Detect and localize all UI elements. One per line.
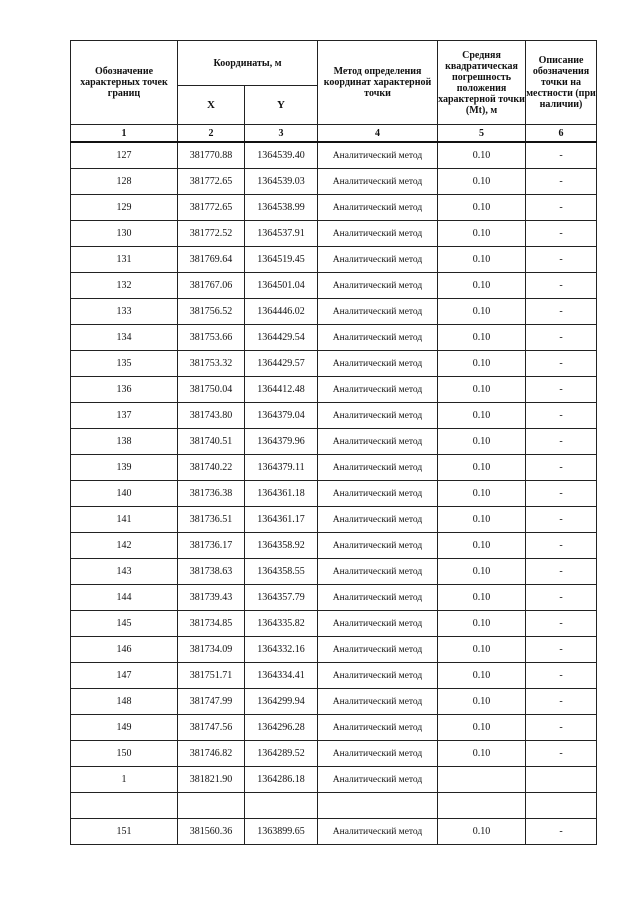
error-cell: 0.10	[438, 455, 526, 481]
method-cell: Аналитический метод	[318, 351, 438, 377]
table-row	[71, 325, 597, 351]
point-cell: 139	[71, 455, 178, 481]
y-cell: 1364446.02	[245, 299, 318, 325]
method-cell: Аналитический метод	[318, 585, 438, 611]
error-cell: 0.10	[438, 273, 526, 299]
x-cell: 381747.99	[178, 689, 245, 715]
x-cell: 381772.52	[178, 221, 245, 247]
method-cell: Аналитический метод	[318, 299, 438, 325]
description-cell: -	[526, 169, 597, 195]
y-cell: 1364299.94	[245, 689, 318, 715]
method-cell: Аналитический метод	[318, 403, 438, 429]
method-cell: Аналитический метод	[318, 221, 438, 247]
table-row	[71, 377, 597, 403]
col-number: 4	[318, 125, 438, 143]
x-cell: 381739.43	[178, 585, 245, 611]
col-number: 5	[438, 125, 526, 143]
method-cell: Аналитический метод	[318, 715, 438, 741]
table-row	[71, 195, 597, 221]
col-number: 1	[71, 125, 178, 143]
y-cell: 1364332.16	[245, 637, 318, 663]
error-cell: 0.10	[438, 533, 526, 559]
description-cell: -	[526, 611, 597, 637]
error-cell: 0.10	[438, 247, 526, 273]
error-cell: 0.10	[438, 403, 526, 429]
x-cell: 381736.17	[178, 533, 245, 559]
table-row	[71, 637, 597, 663]
point-cell: 1	[71, 767, 178, 793]
method-cell: Аналитический метод	[318, 559, 438, 585]
description-cell: -	[526, 507, 597, 533]
table-row	[71, 273, 597, 299]
error-cell: 0.10	[438, 325, 526, 351]
point-cell: 150	[71, 741, 178, 767]
table-row	[71, 585, 597, 611]
point-cell	[71, 793, 178, 819]
method-cell: Аналитический метод	[318, 169, 438, 195]
y-cell: 1364289.52	[245, 741, 318, 767]
col-number: 3	[245, 125, 318, 143]
description-cell: -	[526, 533, 597, 559]
point-cell: 144	[71, 585, 178, 611]
error-cell: 0.10	[438, 611, 526, 637]
point-cell: 145	[71, 611, 178, 637]
description-cell: -	[526, 377, 597, 403]
description-cell: -	[526, 195, 597, 221]
point-cell: 137	[71, 403, 178, 429]
error-cell: 0.10	[438, 142, 526, 169]
method-cell: Аналитический метод	[318, 377, 438, 403]
point-cell: 132	[71, 273, 178, 299]
x-cell: 381736.38	[178, 481, 245, 507]
description-cell: -	[526, 247, 597, 273]
header-error: Средняя квадратическая погрешность положения характерной точки (Mt), м	[438, 41, 526, 125]
point-cell: 146	[71, 637, 178, 663]
x-cell: 381738.63	[178, 559, 245, 585]
header-coordinates: Координаты, м	[178, 41, 318, 86]
x-cell: 381772.65	[178, 169, 245, 195]
point-cell: 148	[71, 689, 178, 715]
point-cell: 135	[71, 351, 178, 377]
y-cell: 1364539.03	[245, 169, 318, 195]
coordinates-table	[70, 40, 597, 845]
point-cell: 147	[71, 663, 178, 689]
method-cell: Аналитический метод	[318, 195, 438, 221]
error-cell: 0.10	[438, 377, 526, 403]
error-cell: 0.10	[438, 741, 526, 767]
header-description: Описание обозначения точки на местности (при наличии)	[526, 41, 597, 125]
table-row	[71, 793, 597, 819]
error-cell: 0.10	[438, 715, 526, 741]
table-row	[71, 689, 597, 715]
y-cell: 1364429.57	[245, 351, 318, 377]
method-cell: Аналитический метод	[318, 247, 438, 273]
y-cell: 1364379.11	[245, 455, 318, 481]
x-cell: 381756.52	[178, 299, 245, 325]
table-row	[71, 247, 597, 273]
description-cell: -	[526, 637, 597, 663]
description-cell: -	[526, 403, 597, 429]
x-cell: 381740.22	[178, 455, 245, 481]
method-cell: Аналитический метод	[318, 637, 438, 663]
method-cell: Аналитический метод	[318, 689, 438, 715]
y-cell: 1364538.99	[245, 195, 318, 221]
error-cell: 0.10	[438, 585, 526, 611]
x-cell: 381747.56	[178, 715, 245, 741]
description-cell: -	[526, 455, 597, 481]
description-cell: -	[526, 481, 597, 507]
header-method: Метод определения координат характерной точки	[318, 41, 438, 125]
method-cell	[318, 793, 438, 819]
error-cell: 0.10	[438, 169, 526, 195]
header-point: Обозначение характерных точек границ	[71, 41, 178, 125]
y-cell: 1364412.48	[245, 377, 318, 403]
y-cell: 1364379.04	[245, 403, 318, 429]
table-row	[71, 142, 597, 169]
y-cell: 1364537.91	[245, 221, 318, 247]
y-cell: 1364501.04	[245, 273, 318, 299]
x-cell: 381736.51	[178, 507, 245, 533]
method-cell: Аналитический метод	[318, 819, 438, 845]
description-cell: -	[526, 221, 597, 247]
description-cell	[526, 793, 597, 819]
table-row	[71, 351, 597, 377]
x-cell: 381746.82	[178, 741, 245, 767]
y-cell: 1364361.18	[245, 481, 318, 507]
table-row	[71, 559, 597, 585]
y-cell: 1364358.55	[245, 559, 318, 585]
x-cell: 381751.71	[178, 663, 245, 689]
point-cell: 143	[71, 559, 178, 585]
col-number: 2	[178, 125, 245, 143]
y-cell: 1364296.28	[245, 715, 318, 741]
description-cell: -	[526, 741, 597, 767]
method-cell: Аналитический метод	[318, 507, 438, 533]
header-y: Y	[245, 86, 318, 125]
point-cell: 130	[71, 221, 178, 247]
table-row	[71, 663, 597, 689]
table-row	[71, 455, 597, 481]
table-row	[71, 715, 597, 741]
description-cell: -	[526, 819, 597, 845]
point-cell: 149	[71, 715, 178, 741]
y-cell: 1364334.41	[245, 663, 318, 689]
col-number: 6	[526, 125, 597, 143]
method-cell: Аналитический метод	[318, 142, 438, 169]
error-cell: 0.10	[438, 689, 526, 715]
table-row	[71, 507, 597, 533]
table-row	[71, 481, 597, 507]
x-cell: 381560.36	[178, 819, 245, 845]
point-cell: 131	[71, 247, 178, 273]
error-cell: 0.10	[438, 481, 526, 507]
description-cell: -	[526, 273, 597, 299]
x-cell: 381753.66	[178, 325, 245, 351]
table-row	[71, 611, 597, 637]
error-cell: 0.10	[438, 637, 526, 663]
point-cell: 136	[71, 377, 178, 403]
point-cell: 129	[71, 195, 178, 221]
x-cell	[178, 793, 245, 819]
x-cell: 381770.88	[178, 142, 245, 169]
table-row	[71, 169, 597, 195]
x-cell: 381753.32	[178, 351, 245, 377]
point-cell: 128	[71, 169, 178, 195]
table-row	[71, 221, 597, 247]
table-row	[71, 741, 597, 767]
method-cell: Аналитический метод	[318, 533, 438, 559]
point-cell: 140	[71, 481, 178, 507]
point-cell: 133	[71, 299, 178, 325]
x-cell: 381743.80	[178, 403, 245, 429]
table-row	[71, 299, 597, 325]
y-cell: 1363899.65	[245, 819, 318, 845]
x-cell: 381772.65	[178, 195, 245, 221]
point-cell: 141	[71, 507, 178, 533]
table-row	[71, 429, 597, 455]
y-cell	[245, 793, 318, 819]
description-cell: -	[526, 299, 597, 325]
method-cell: Аналитический метод	[318, 741, 438, 767]
method-cell: Аналитический метод	[318, 481, 438, 507]
y-cell: 1364286.18	[245, 767, 318, 793]
description-cell: -	[526, 559, 597, 585]
error-cell	[438, 767, 526, 793]
description-cell: -	[526, 663, 597, 689]
header-x: X	[178, 86, 245, 125]
method-cell: Аналитический метод	[318, 429, 438, 455]
table-body	[71, 142, 597, 845]
x-cell: 381767.06	[178, 273, 245, 299]
description-cell: -	[526, 429, 597, 455]
error-cell: 0.10	[438, 221, 526, 247]
error-cell: 0.10	[438, 663, 526, 689]
error-cell	[438, 793, 526, 819]
error-cell: 0.10	[438, 559, 526, 585]
point-cell: 127	[71, 142, 178, 169]
description-cell: -	[526, 142, 597, 169]
x-cell: 381750.04	[178, 377, 245, 403]
x-cell: 381821.90	[178, 767, 245, 793]
x-cell: 381734.09	[178, 637, 245, 663]
y-cell: 1364335.82	[245, 611, 318, 637]
error-cell: 0.10	[438, 819, 526, 845]
y-cell: 1364379.96	[245, 429, 318, 455]
method-cell: Аналитический метод	[318, 455, 438, 481]
error-cell: 0.10	[438, 351, 526, 377]
point-cell: 134	[71, 325, 178, 351]
y-cell: 1364429.54	[245, 325, 318, 351]
y-cell: 1364539.40	[245, 142, 318, 169]
description-cell: -	[526, 689, 597, 715]
method-cell: Аналитический метод	[318, 663, 438, 689]
description-cell	[526, 767, 597, 793]
point-cell: 151	[71, 819, 178, 845]
y-cell: 1364361.17	[245, 507, 318, 533]
table-row	[71, 533, 597, 559]
error-cell: 0.10	[438, 507, 526, 533]
method-cell: Аналитический метод	[318, 611, 438, 637]
x-cell: 381740.51	[178, 429, 245, 455]
description-cell: -	[526, 715, 597, 741]
method-cell: Аналитический метод	[318, 767, 438, 793]
error-cell: 0.10	[438, 195, 526, 221]
method-cell: Аналитический метод	[318, 273, 438, 299]
x-cell: 381734.85	[178, 611, 245, 637]
y-cell: 1364357.79	[245, 585, 318, 611]
method-cell: Аналитический метод	[318, 325, 438, 351]
table-row	[71, 403, 597, 429]
error-cell: 0.10	[438, 429, 526, 455]
error-cell: 0.10	[438, 299, 526, 325]
x-cell: 381769.64	[178, 247, 245, 273]
description-cell: -	[526, 351, 597, 377]
table-row	[71, 819, 597, 845]
description-cell: -	[526, 325, 597, 351]
y-cell: 1364358.92	[245, 533, 318, 559]
point-cell: 142	[71, 533, 178, 559]
y-cell: 1364519.45	[245, 247, 318, 273]
description-cell: -	[526, 585, 597, 611]
point-cell: 138	[71, 429, 178, 455]
table-row	[71, 767, 597, 793]
